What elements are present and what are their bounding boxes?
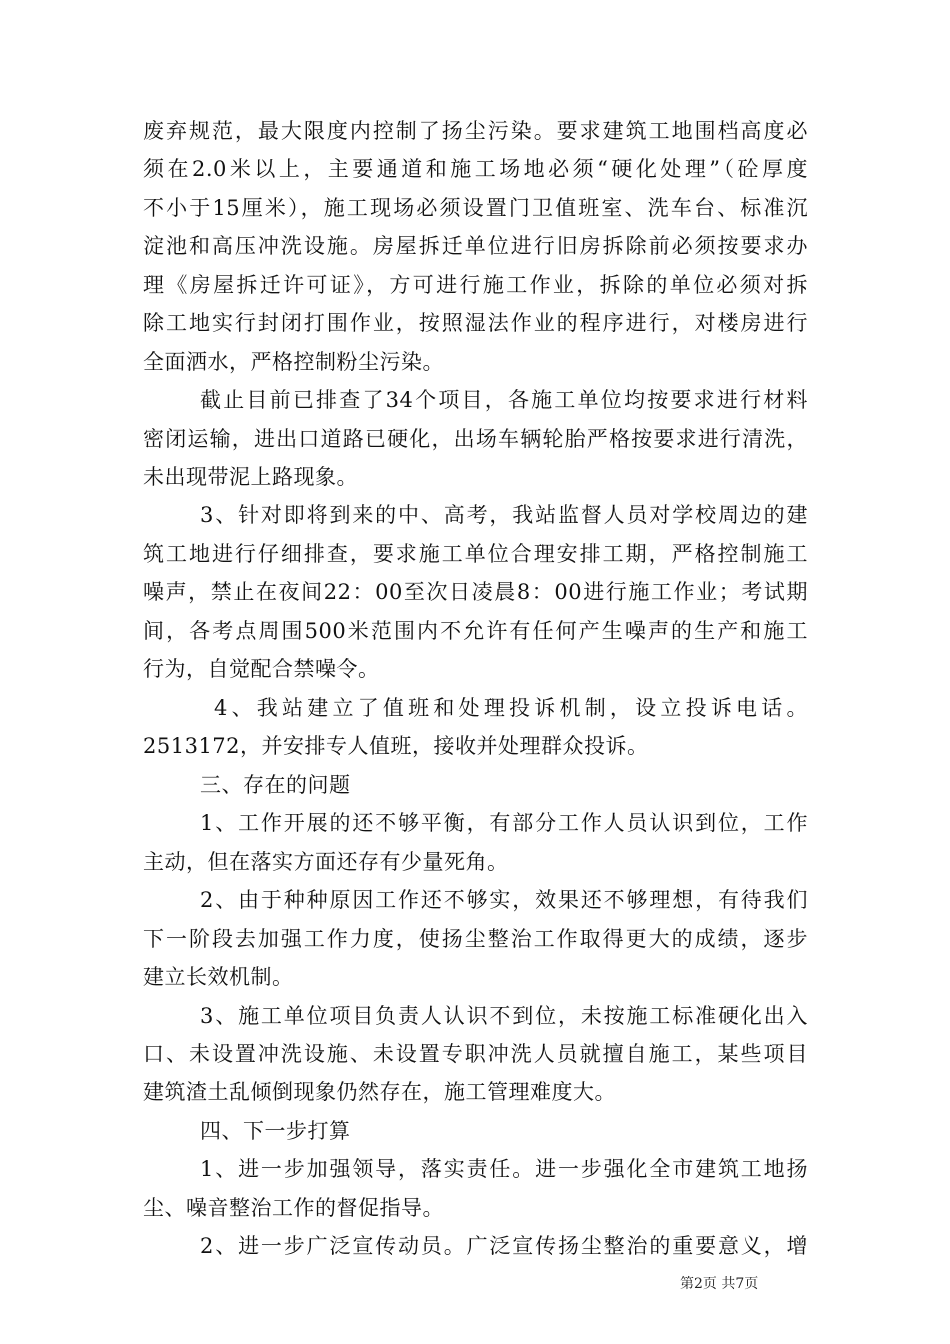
body-line: 建筑渣土乱倾倒现象仍然存在，施工管理难度大。 — [143, 1080, 616, 1104]
body-line: 须在2.0米以上，主要通道和施工场地必须“硬化处理”（砼厚度 — [143, 157, 808, 181]
body-line: 尘、噪音整治工作的督促指导。 — [143, 1196, 444, 1220]
body-line: 1、进一步加强领导，落实责任。进一步强化全市建筑工地扬 — [200, 1157, 808, 1181]
body-line: 筑工地进行仔细排查，要求施工单位合理安排工期，严格控制施工 — [143, 542, 808, 566]
body-line: 2、由于种种原因工作还不够实，效果还不够理想，有待我们 — [200, 888, 808, 912]
body-line: 行为，自觉配合禁噪令。 — [143, 657, 380, 681]
body-line: 截止目前已排查了34个项目，各施工单位均按要求进行材料 — [200, 388, 808, 412]
page-number: 第2页 共7页 — [680, 1276, 759, 1292]
body-line: 间，各考点周围500米范围内不允许有任何产生噪声的生产和施工 — [143, 619, 808, 643]
body-line: 3、针对即将到来的中、高考，我站监督人员对学校周边的建 — [200, 503, 808, 527]
body-line: 2513172，并安排专人值班，接收并处理群众投诉。 — [143, 734, 649, 758]
body-line: 废弃规范，最大限度内控制了扬尘污染。要求建筑工地围档高度必 — [143, 119, 808, 143]
body-line: 主动，但在落实方面还存有少量死角。 — [143, 850, 509, 874]
body-line: 除工地实行封闭打围作业，按照湿法作业的程序进行，对楼房进行 — [143, 311, 808, 335]
body-line: 噪声，禁止在夜间22：00至次日凌晨8：00进行施工作业；考试期 — [143, 580, 808, 604]
body-line: 口、未设置冲洗设施、未设置专职冲洗人员就擅自施工，某些项目 — [143, 1042, 808, 1066]
body-line: 淀池和高压冲洗设施。房屋拆迁单位进行旧房拆除前必须按要求办 — [143, 234, 808, 258]
body-line: 4、我站建立了值班和处理投诉机制，设立投诉电话。 — [214, 696, 808, 720]
body-line: 2、进一步广泛宣传动员。广泛宣传扬尘整治的重要意义，增 — [200, 1234, 808, 1258]
section-heading: 三、存在的问题 — [200, 773, 351, 797]
body-line: 不小于15厘米），施工现场必须设置门卫值班室、洗车台、标准沉 — [143, 196, 808, 220]
body-line: 3、施工单位项目负责人认识不到位，未按施工标准硬化出入 — [200, 1004, 808, 1028]
body-line: 全面洒水，严格控制粉尘污染。 — [143, 350, 444, 374]
body-line: 1、工作开展的还不够平衡，有部分工作人员认识到位，工作 — [200, 811, 808, 835]
body-line: 建立长效机制。 — [143, 965, 294, 989]
body-line: 密闭运输，进出口道路已硬化，出场车辆轮胎严格按要求进行清洗， — [143, 427, 808, 451]
section-heading: 四、下一步打算 — [200, 1119, 351, 1143]
body-line: 下一阶段去加强工作力度，使扬尘整治工作取得更大的成绩，逐步 — [143, 927, 808, 951]
body-line: 理《房屋拆迁许可证》，方可进行施工作业，拆除的单位必须对拆 — [143, 273, 808, 297]
body-line: 未出现带泥上路现象。 — [143, 465, 358, 489]
